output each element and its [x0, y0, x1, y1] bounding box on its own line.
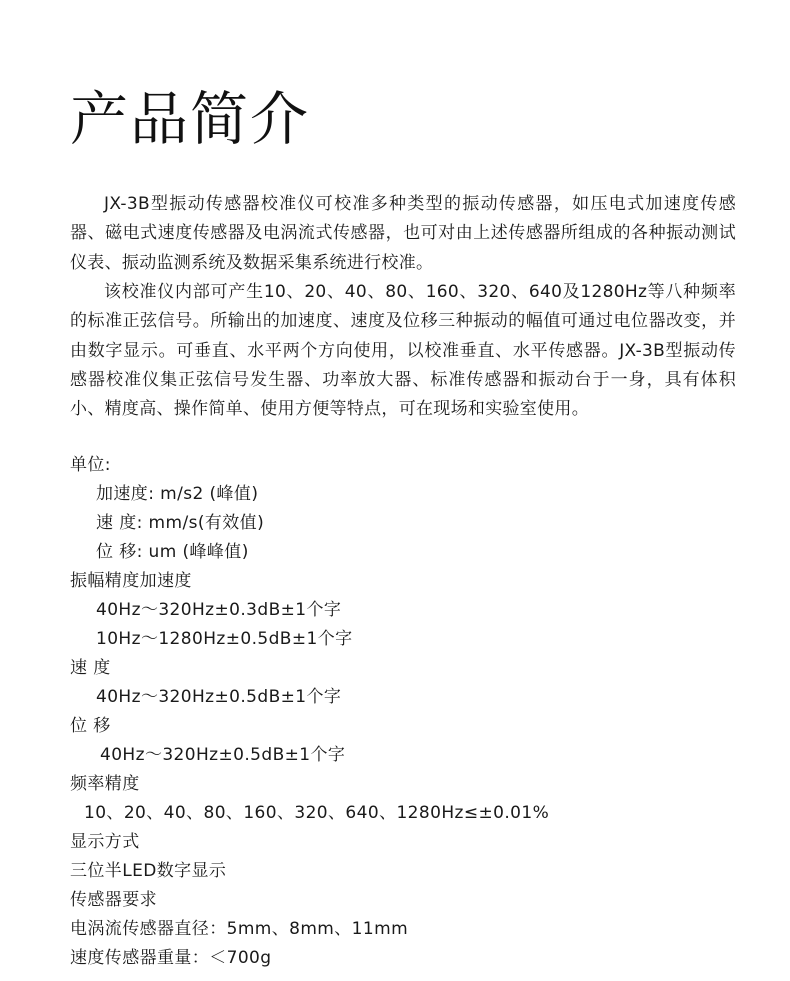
displacement-spec: 40Hz～320Hz±0.5dB±1个字	[100, 745, 346, 765]
displacement-heading: 位 移	[70, 716, 111, 736]
amplitude-accel-spec-1: 40Hz～320Hz±0.3dB±1个字	[96, 600, 342, 620]
units-heading: 单位:	[70, 455, 111, 475]
amplitude-accel-spec-2: 10Hz～1280Hz±0.5dB±1个字	[96, 629, 353, 649]
frequency-heading: 频率精度	[70, 774, 140, 794]
sensor-eddy-spec: 电涡流传感器直径：5mm、8mm、11mm	[70, 919, 409, 939]
sensor-velocity-spec: 速度传感器重量：＜700g	[70, 948, 272, 968]
amplitude-accel-heading: 振幅精度加速度	[70, 571, 192, 591]
velocity-spec: 40Hz～320Hz±0.5dB±1个字	[96, 687, 342, 707]
sensor-heading: 传感器要求	[70, 890, 157, 910]
unit-velocity: 速 度: mm/s(有效值)	[96, 513, 265, 533]
unit-acceleration: 加速度: m/s2 (峰值)	[96, 484, 259, 504]
display-spec: 三位半LED数字显示	[70, 861, 227, 881]
intro-paragraph: JX-3B型振动传感器校准仪可校准多种类型的振动传感器，如压电式加速度传感器、磁电式速度传感器及电涡流式传感器，也可对由上述传感器所组成的各种振动测试仪表、振动监测系统及数据采集系统进行校准。	[70, 194, 736, 273]
velocity-heading: 速 度	[70, 658, 111, 678]
display-heading: 显示方式	[70, 832, 140, 852]
detail-paragraph: 该校准仪内部可产生10、20、40、80、160、320、640及1280Hz等八种频率的标准正弦信号。所输出的加速度、速度及位移三种振动的幅值可通过电位器改变，并由数字显示。可垂直、水平两个方向使用，以校准垂直、水平传感器。JX-3B型振动传感器校准仪集正弦信号发生器、功率放大器、标准传感器和振动台于一身，具有体积小、精度高、操作简单、使用方便等特点，可在现场和实验室使用。	[70, 282, 736, 420]
page-title: 产品简介	[70, 85, 311, 153]
unit-displacement: 位 移: um (峰峰值)	[96, 542, 249, 562]
frequency-spec: 10、20、40、80、160、320、640、1280Hz≤±0.01%	[84, 803, 550, 823]
